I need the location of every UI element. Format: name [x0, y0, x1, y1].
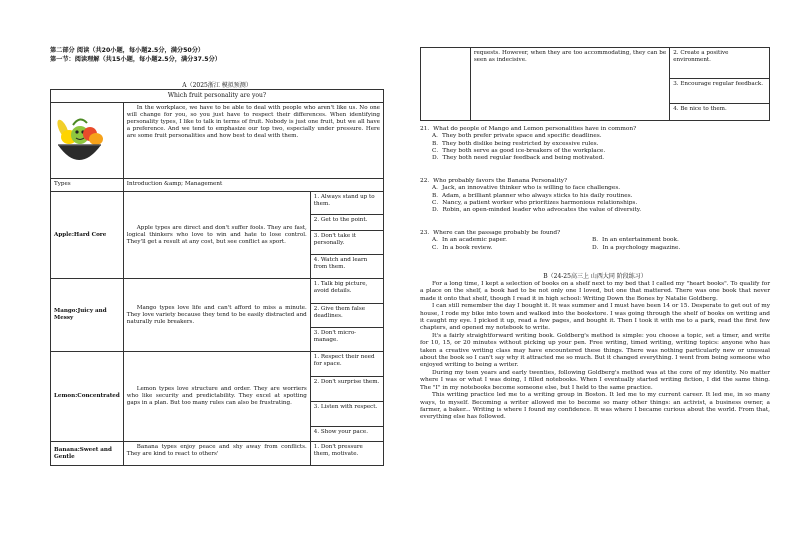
- fruit-bowl-icon: [53, 107, 105, 171]
- desc-banana-cont: requests. However, when they are too accommodating, they can be seen as indecisive.: [470, 48, 669, 121]
- tip-apple-3: 3. Don't take it personally.: [310, 231, 383, 255]
- type-mango: Mango:Juicy and Messy: [51, 279, 124, 352]
- paragraph: For a long time, I kept a selection of books on a shelf next to my bed that I called my "heart books". To qualify for a place on the shelf, a book had to be not only one I loved, but one that mattered. There was one book that never made it onto that shelf, though I read it in high school: Writing Down the Bones by Natalie Goldberg.: [420, 281, 770, 302]
- tip-apple-1: 1. Always stand up to them.: [310, 192, 383, 215]
- tip-banana-4: 4. Be nice to them.: [670, 104, 770, 121]
- tip-mango-3: 3. Don't micro-manage.: [310, 328, 383, 352]
- desc-mango: Mango types love life and can't afford to miss a minute. They love variety because they tend to be easily distracted and naturally rule breakers.: [123, 279, 310, 352]
- option-b: B．They both dislike being restricted by excessive rules.: [432, 140, 599, 147]
- option-b: B．Adam, a brilliant planner who always sticks to his daily routines.: [432, 192, 633, 199]
- tip-banana-2: 2. Create a positive environment.: [670, 48, 770, 79]
- desc-banana: Banana types enjoy peace and shy away from conflicts. They are kind to react to others': [123, 442, 310, 466]
- option-c: C．They both serve as good ice-breakers of the workplace.: [432, 147, 606, 154]
- intro-paragraph: In the workplace, we have to be able to deal with people who aren't like us. No one will change for you, so you just have to respect their differences. When identifying personality types, I like to talk in terms of fruit. Nobody is just one fruit, but we all have a preference. And we tend to emphasize our top two, especially under pressure. Here are some fruit personalities and how best to deal with them.: [123, 103, 383, 179]
- column-header-intro: Introduction &amp; Management: [123, 179, 383, 192]
- column-header-types: Types: [51, 179, 124, 192]
- section-heading: 第二部分 阅读（共20小题，每小题2.5分，满分50分）: [50, 47, 205, 54]
- question-stem: 22．Who probably favors the Banana Personality?: [420, 178, 568, 184]
- desc-apple: Apple types are direct and don't suffer fools. They are fast, logical thinkers who love to win and hate to lose control. They'll get a result at any cost, but see conflict as sport.: [123, 192, 310, 279]
- option-a: A．They both prefer private space and specific deadlines.: [432, 133, 602, 140]
- option-b: B．In an entertainment book.: [592, 237, 679, 244]
- question-23: [420, 230, 760, 252]
- tip-lemon-2: 2. Don't surprise them.: [310, 377, 383, 402]
- desc-lemon: Lemon types love structure and order. They are worriers who like security and predictability. They excel at spotting gaps in a plan. But too many rules can also be frustrating.: [123, 352, 310, 442]
- tip-mango-2: 2. Give them false deadlines.: [310, 304, 383, 328]
- tip-lemon-4: 4. Show your pace.: [310, 427, 383, 442]
- tip-banana-3: 3. Encourage regular feedback.: [670, 79, 770, 104]
- tip-banana-1: 1. Don't pressure them, motivate.: [310, 442, 383, 466]
- option-a: A．Jack, an innovative thinker who is willing to face challenges.: [432, 185, 621, 192]
- tip-apple-4: 4. Watch and learn from them.: [310, 255, 383, 279]
- fruit-personality-table: [50, 89, 384, 466]
- option-d: D．Robin, an open-minded leader who advocates the value of diversity.: [432, 207, 642, 214]
- question-22: [420, 178, 760, 214]
- question-21: [420, 126, 760, 162]
- question-stem: 21．What do people of Mango and Lemon personalities have in common?: [420, 126, 637, 132]
- passage-b-body: [420, 281, 770, 422]
- paragraph: I can still remember the day I bought it. It was summer and I must have been 14 or 15. Desperate to get out of my house, I rode my bike into town and walked into the bookstore. I was going through the shelf of books on writing and it caught my eye. I picked it up, read a few pages, and bought it. Then I took it with me to a park, read the first few chapters, and opened my notebook to write.: [420, 303, 770, 332]
- type-banana: Banana:Sweet and Gentle: [51, 442, 124, 466]
- cont-type-blank: [421, 48, 471, 121]
- tip-apple-2: 2. Get to the point.: [310, 215, 383, 231]
- paragraph: During my teen years and early twenties, following Goldberg's method was at the core of my identity. No matter where I was or what I was doing, I filled notebooks. When I eventually started writing fiction, I did the same thing. The "I" in my notebooks become someone else, but I held to the same practice.: [420, 369, 770, 391]
- tip-lemon-3: 3. Listen with respect.: [310, 402, 383, 427]
- tip-lemon-1: 1. Respect their need for space.: [310, 352, 383, 377]
- passage-a-label: A（2025浙江 模拟预测）: [182, 82, 252, 89]
- option-d: D．In a psychology magazine.: [592, 244, 681, 251]
- paragraph: This writing practice led me to a writing group in Boston. It led me to my current career. It led me, in so many ways, to myself. Becoming a writer allowed me to become so many other things: an activist, a business owner, a farmer, a baker... Writing is where I found my confidence. It was where I became curious about the world. From that, everything else has followed.: [420, 392, 770, 421]
- passage-b-label: B（24-25高三上 山西大同 阶段练习）: [543, 273, 647, 280]
- option-d: D．They both need regular feedback and being motivated.: [432, 155, 605, 162]
- option-c: C．In a book review.: [432, 244, 493, 251]
- table-title: Which fruit personality are you?: [51, 90, 384, 103]
- fruit-bowl-illustration: [51, 103, 124, 179]
- option-a: A．In an academic paper.: [432, 237, 507, 244]
- type-lemon: Lemon:Concentrated: [51, 352, 124, 442]
- type-apple: Apple:Hard Core: [51, 192, 124, 279]
- table-continuation: [420, 47, 770, 121]
- subsection-heading: 第一节：阅读理解（共15小题，每小题2.5分，满分37.5分）: [50, 56, 221, 63]
- question-stem: 23．Where can the passage probably be found?: [420, 230, 561, 236]
- paragraph: It's a fairly straightforward writing book. Goldberg's method is simple: you choose a topic, set a timer, and write for 10, 15, or 20 minutes without picking up your pen. Free writing, timed writing, writing topics: anyone who has taken a creative writing class may have encountered these things. There was nothing particularly new or unusual about the book so I can't say why it attracted me so much. But it changed everything. I went from being someone who enjoyed writing to being a writer.: [420, 332, 770, 369]
- tip-mango-1: 1. Talk big picture, avoid details.: [310, 279, 383, 304]
- option-c: C．Nancy, a patient worker who prioritizes harmonious relationships.: [432, 199, 638, 206]
